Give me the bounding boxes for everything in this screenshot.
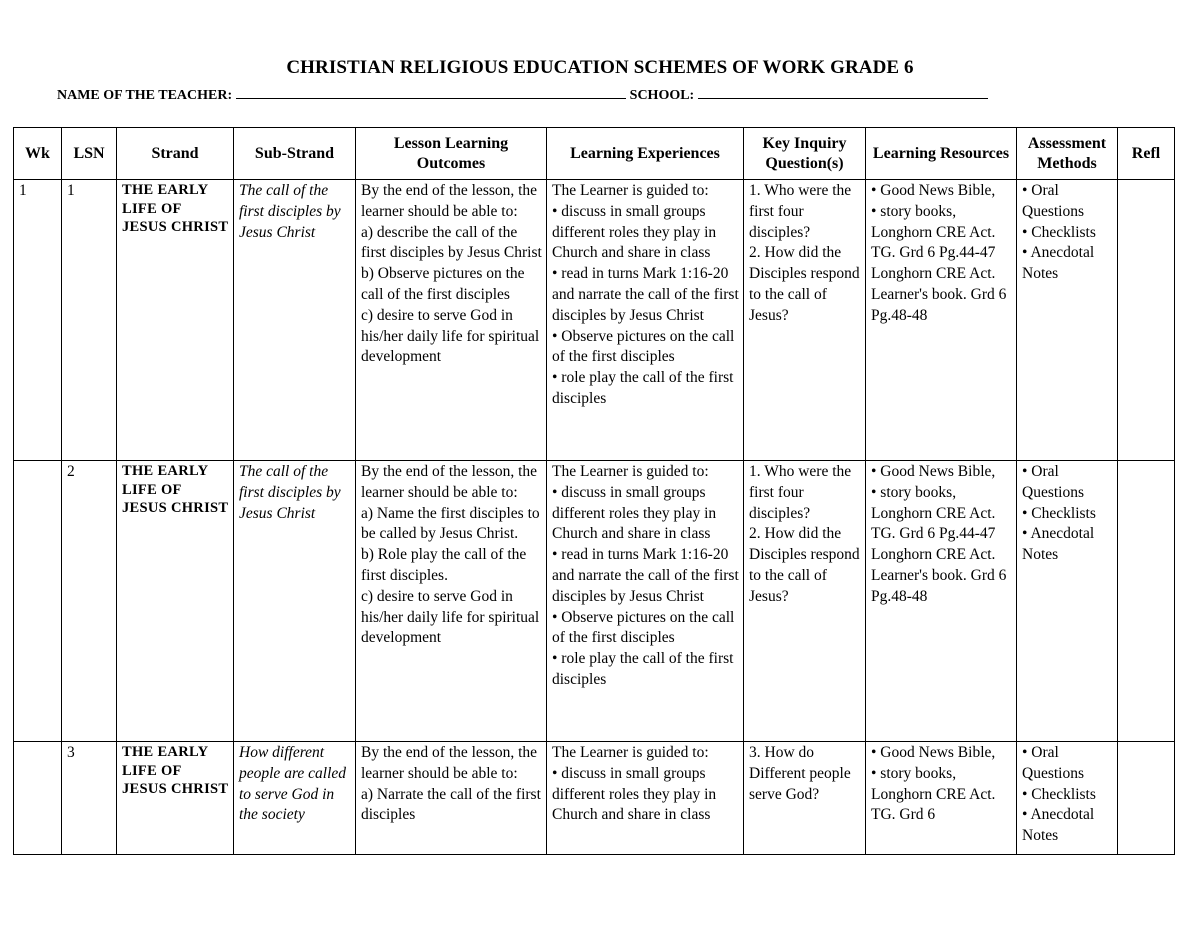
lesson-number-cell: 3 bbox=[62, 742, 117, 855]
sub-strand-cell: The call of the first disciples by Jesus Christ bbox=[234, 461, 356, 742]
experience-line: • discuss in small groups different roles they play in Church and share in class bbox=[552, 764, 717, 824]
lesson-number-cell: 1 bbox=[62, 180, 117, 461]
assessment-cell bbox=[1017, 742, 1118, 855]
experiences-cell bbox=[547, 180, 744, 461]
school-name-blank bbox=[698, 86, 988, 99]
week-cell bbox=[14, 742, 62, 855]
outcomes-cell bbox=[356, 742, 547, 855]
resources-cell bbox=[866, 180, 1017, 461]
table-row bbox=[14, 180, 1175, 461]
week-cell: 1 bbox=[14, 180, 62, 461]
header-cell: Wk bbox=[14, 128, 62, 180]
header-cell: Learning Resources bbox=[866, 128, 1017, 180]
table-header-row bbox=[14, 128, 1175, 180]
teacher-name-blank bbox=[236, 86, 626, 99]
experience-line: • discuss in small groups different roles they play in Church and share in class bbox=[552, 483, 717, 543]
outcome-line: c) desire to serve God in his/her daily life for spiritual development bbox=[361, 587, 540, 647]
assessment-line: • Anecdotal Notes bbox=[1022, 525, 1095, 564]
outcome-line: By the end of the lesson, the learner should be able to: bbox=[361, 182, 538, 220]
assessment-cell bbox=[1017, 461, 1118, 742]
school-label: SCHOOL: bbox=[629, 88, 695, 103]
experience-line: • read in turns Mark 1:16-20 and narrate the call of the first disciples by Jesus Christ bbox=[552, 546, 739, 605]
header-cell: Refl bbox=[1118, 128, 1175, 180]
experience-line: • Observe pictures on the call of the first disciples bbox=[552, 608, 735, 647]
document-meta-line bbox=[57, 86, 988, 104]
experience-line: The Learner is guided to: bbox=[552, 182, 709, 199]
outcome-line: a) Narrate the call of the first disciples bbox=[361, 785, 541, 824]
header-cell: Sub-Strand bbox=[234, 128, 356, 180]
table-row bbox=[14, 461, 1175, 742]
teacher-label: NAME OF THE TEACHER: bbox=[57, 88, 233, 103]
experience-line: The Learner is guided to: bbox=[552, 463, 709, 480]
sub-strand-cell: How different people are called to serve God in the society bbox=[234, 742, 356, 855]
assessment-line: • Oral Questions bbox=[1022, 744, 1084, 782]
inquiry-questions-cell bbox=[744, 742, 866, 855]
assessment-line: • Checklists bbox=[1022, 504, 1096, 522]
resource-line: • story books, Longhorn CRE Act. TG. Grd 6 Pg.44-47 Longhorn CRE Act. Learner's book. Grd 6 Pg.48-48 bbox=[871, 483, 1007, 605]
resources-cell bbox=[866, 461, 1017, 742]
question-line: 1. Who were the first four disciples? bbox=[749, 463, 852, 522]
assessment-line: • Anecdotal Notes bbox=[1022, 806, 1095, 845]
inquiry-questions-cell bbox=[744, 180, 866, 461]
assessment-line: • Oral Questions bbox=[1022, 463, 1084, 501]
outcome-line: By the end of the lesson, the learner should be able to: bbox=[361, 744, 538, 782]
assessment-line: • Oral Questions bbox=[1022, 182, 1084, 220]
header-cell: Assessment Methods bbox=[1017, 128, 1118, 180]
assessment-cell bbox=[1017, 180, 1118, 461]
outcome-line: c) desire to serve God in his/her daily life for spiritual development bbox=[361, 306, 540, 366]
question-line: 2. How did the Disciples respond to the call of Jesus? bbox=[749, 525, 860, 605]
question-line: 2. How did the Disciples respond to the call of Jesus? bbox=[749, 244, 860, 324]
resource-line: • story books, Longhorn CRE Act. TG. Grd 6 Pg.44-47 Longhorn CRE Act. Learner's book. Grd 6 Pg.48-48 bbox=[871, 202, 1007, 324]
assessment-line: • Anecdotal Notes bbox=[1022, 244, 1095, 283]
question-line: 3. How do Different people serve God? bbox=[749, 744, 851, 803]
reflection-cell bbox=[1118, 461, 1175, 742]
header-cell: Key Inquiry Question(s) bbox=[744, 128, 866, 180]
experience-line: • discuss in small groups different roles they play in Church and share in class bbox=[552, 202, 717, 262]
header-cell: Strand bbox=[117, 128, 234, 180]
reflection-cell bbox=[1118, 742, 1175, 855]
strand-cell: THE EARLY LIFE OF JESUS CHRIST bbox=[117, 742, 234, 855]
assessment-line: • Checklists bbox=[1022, 223, 1096, 241]
resource-line: • Good News Bible, bbox=[871, 463, 996, 480]
outcome-line: a) describe the call of the first disciples by Jesus Christ bbox=[361, 223, 542, 262]
question-line: 1. Who were the first four disciples? bbox=[749, 182, 852, 241]
experience-line: • read in turns Mark 1:16-20 and narrate the call of the first disciples by Jesus Christ bbox=[552, 265, 739, 324]
header-cell: Learning Experiences bbox=[547, 128, 744, 180]
strand-cell: THE EARLY LIFE OF JESUS CHRIST bbox=[117, 180, 234, 461]
strand-cell: THE EARLY LIFE OF JESUS CHRIST bbox=[117, 461, 234, 742]
lesson-number-cell: 2 bbox=[62, 461, 117, 742]
inquiry-questions-cell bbox=[744, 461, 866, 742]
resource-line: • Good News Bible, bbox=[871, 744, 996, 761]
document-title: CHRISTIAN RELIGIOUS EDUCATION SCHEMES OF WORK GRADE 6 bbox=[286, 57, 914, 78]
resources-cell bbox=[866, 742, 1017, 855]
experiences-cell bbox=[547, 461, 744, 742]
reflection-cell bbox=[1118, 180, 1175, 461]
outcome-line: b) Observe pictures on the call of the first disciples bbox=[361, 265, 525, 303]
header-cell: LSN bbox=[62, 128, 117, 180]
resource-line: • story books, Longhorn CRE Act. TG. Grd 6 bbox=[871, 764, 996, 824]
outcome-line: a) Name the first disciples to be called by Jesus Christ. bbox=[361, 504, 540, 543]
outcome-line: b) Role play the call of the first disciples. bbox=[361, 546, 527, 584]
week-cell bbox=[14, 461, 62, 742]
experience-line: The Learner is guided to: bbox=[552, 744, 709, 761]
table-row bbox=[14, 742, 1175, 855]
header-cell: Lesson Learning Outcomes bbox=[356, 128, 547, 180]
schemes-of-work-table bbox=[13, 127, 1175, 855]
outcomes-cell bbox=[356, 461, 547, 742]
experience-line: • role play the call of the first disciples bbox=[552, 369, 734, 407]
experiences-cell bbox=[547, 742, 744, 855]
sub-strand-cell: The call of the first disciples by Jesus Christ bbox=[234, 180, 356, 461]
outcomes-cell bbox=[356, 180, 547, 461]
resource-line: • Good News Bible, bbox=[871, 182, 996, 199]
outcome-line: By the end of the lesson, the learner should be able to: bbox=[361, 463, 538, 501]
experience-line: • role play the call of the first disciples bbox=[552, 650, 734, 688]
assessment-line: • Checklists bbox=[1022, 785, 1096, 803]
experience-line: • Observe pictures on the call of the first disciples bbox=[552, 327, 735, 366]
